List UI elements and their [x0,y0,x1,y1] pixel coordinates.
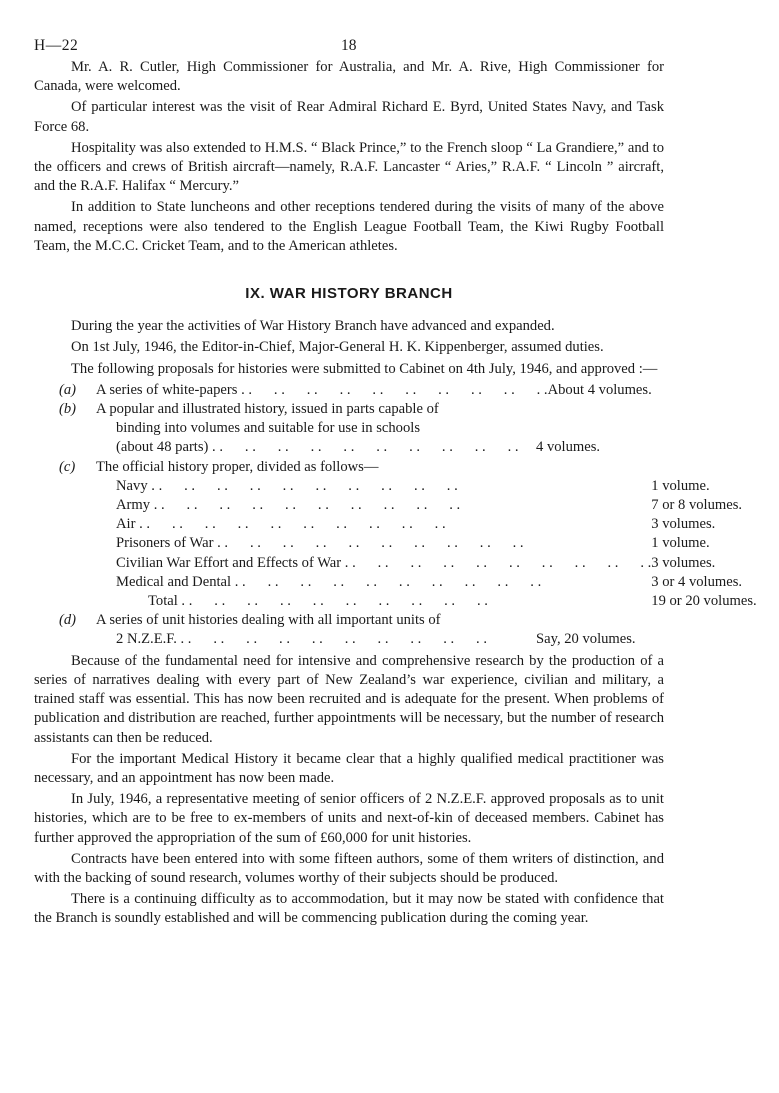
item-label: (c) [59,458,76,475]
paragraph: Mr. A. R. Cutler, High Commissioner for Australia, and Mr. A. Rive, High Commissioner for Canada, were welcomed. [34,59,664,95]
paragraph: During the year the activities of War History Branch have advanced and expanded. [71,318,555,335]
item-text: A series of unit histories dealing with all important units of [96,612,441,629]
proposal-b [34,400,664,458]
sub-item [96,554,779,573]
paragraph: Because of the fundamental need for intensive and comprehensive research by the production of a series of narratives dealing with every part of New Zealand’s war experience, civilian and military, a trained staff was essential. This has now been recruited and is adequate for the present. When problems of publication and distribution are reached, further appointments will be necessary, but the number of research assistants can then be reduced. [34,652,664,746]
item-value: Say, 20 volumes. [536,631,636,648]
paragraph: Of particular interest was the visit of Rear Admiral Richard E. Byrd, United States Navy, and Task Force 68. [34,99,664,135]
paragraph: The following proposals for histories were submitted to Cabinet on 4th July, 1946, and approved :— [71,360,658,377]
item-text: binding into volumes and suitable for use in schools [116,420,421,437]
paragraph: In addition to State luncheons and other receptions tendered during the visits of many of the above named, receptions were also tendered to the English League Football Team, the Kiwi Rugby Football Team, the M.C.C. Cricket Team, and to the American athletes. [34,199,664,254]
section-heading: IX. WAR HISTORY BRANCH [245,285,453,303]
document-page [34,30,757,931]
paragraph: Hospitality was also extended to H.M.S. “ Black Prince,” to the French sloop “ La Grandiere,” and to the officers and crews of British aircraft—namely, R.A.F. Lancaster “ Aries,” R.A.F. “ Lincoln ” aircraft, and the R.A.F. Halifax “ Mercury.” [34,139,664,195]
total-label: Total . . [96,592,651,611]
page-code: H—22 [34,37,79,54]
proposals-list [34,381,757,650]
sub-item-value: 1 volume. [651,477,710,494]
paragraph: For the important Medical History it became clear that a highly qualified medical practitioner was necessary, and an appointment has now been made. [34,750,664,786]
sub-item-value: 3 volumes. [651,516,716,533]
sub-item-value: 3 or 4 volumes. [651,573,743,590]
total-row [96,592,779,611]
item-label: (a) [59,381,77,398]
item-text: The official history proper, divided as follows— [96,458,379,475]
item-text: A popular and illustrated history, issued in parts capable of [96,401,439,418]
item-label: (b) [59,401,77,418]
sub-item-value: 7 or 8 volumes. [651,497,743,514]
sub-item [96,477,779,496]
proposal-a [34,381,664,400]
sub-item-name: Navy . . [96,477,651,496]
sub-item [96,573,779,592]
proposal-d [34,611,664,649]
sub-item-name: Army . . [96,496,651,515]
paragraph: On 1st July, 1946, the Editor-in-Chief, Major-General H. K. Kippenberger, assumed duties. [71,339,604,356]
sub-item-value: 3 volumes. [651,554,716,571]
sub-item [96,534,779,553]
total-value: 19 or 20 volumes. [651,593,757,610]
sub-item-name: Air . . [96,515,651,534]
item-text: A series of white-papers . . [96,381,548,400]
item-value: 4 volumes. [536,439,601,456]
item-text: 2 N.Z.E.F. . . [96,630,536,649]
proposal-c [34,458,757,612]
sub-item-name: Prisoners of War . . [96,534,651,553]
sub-item [96,496,779,515]
page-number: 18 [341,37,357,54]
running-head [34,30,664,58]
sub-item [96,515,779,534]
paragraph: In July, 1946, a representative meeting of senior officers of 2 N.Z.E.F. approved proposals as to unit histories, which are to be free to ex-members of units and next-of-kin of deceased members. Cabinet has further approved the appropriation of the sum of £60,000 for unit histories. [34,791,664,846]
sub-item-value: 1 volume. [651,535,710,552]
sub-item-name: Civilian War Effort and Effects of War . . [96,554,651,573]
item-label: (d) [59,612,77,629]
spacer [34,258,664,284]
sub-item-name: Medical and Dental . . [96,573,651,592]
item-text: (about 48 parts) . . [96,438,536,457]
item-value: About 4 volumes. [547,381,652,398]
paragraph: Contracts have been entered into with some fifteen authors, some of them writers of distinction, and with the backing of sound research, volumes worthy of their subjects should be produced. [34,850,664,886]
paragraph: There is a continuing difficulty as to accommodation, but it may now be stated with confidence that the Branch is soundly established and will be commencing publication during the coming year. [34,891,664,927]
